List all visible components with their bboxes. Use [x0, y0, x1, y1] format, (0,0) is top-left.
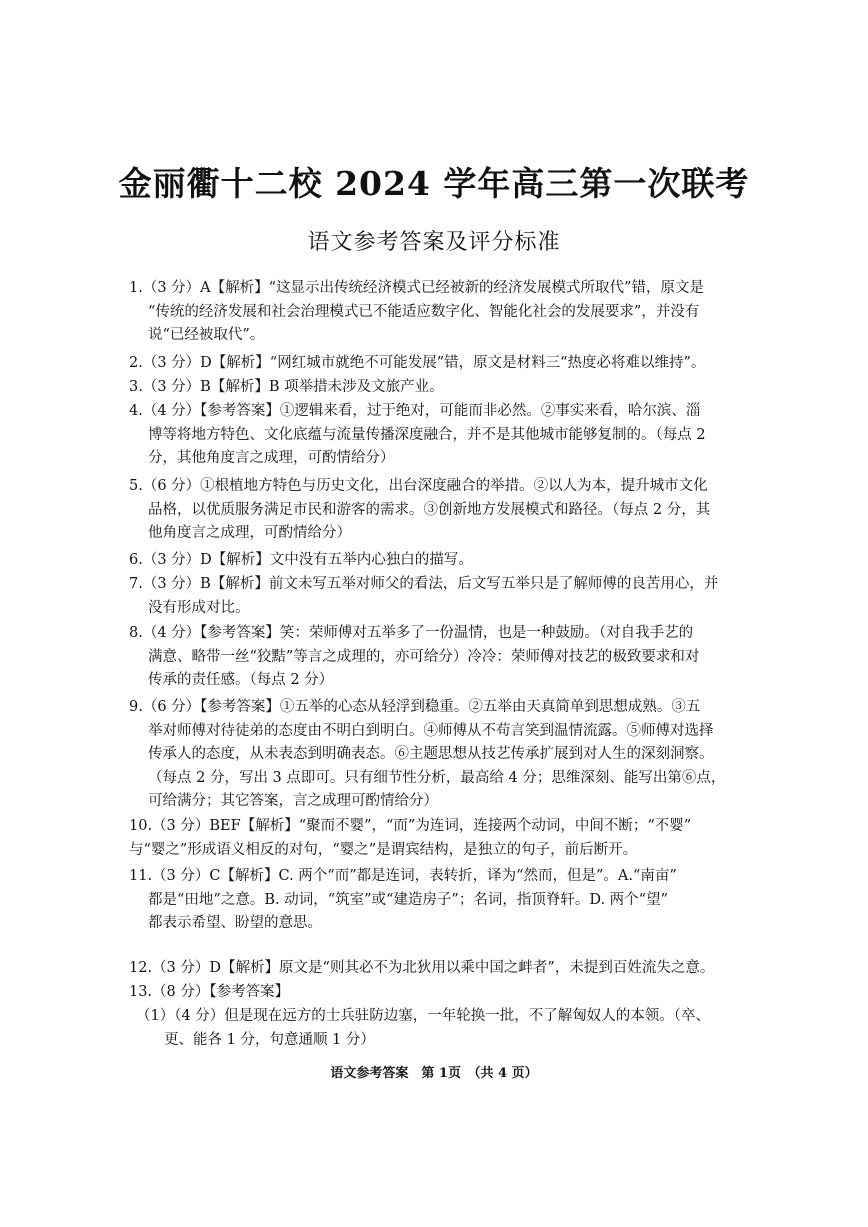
answer-line: 都是“田地”之意。B. 动词，“筑室”或“建造房子”；名词，指顶脊轩。D. 两个“望” — [148, 891, 669, 908]
answer-line: 1.（3 分）A【解析】“这显示出传统经济模式已经被新的经济发展模式所取代”错，原文是 — [129, 280, 704, 296]
page-footer: 语文参考答案 第 1页 （共 4 页） — [330, 1066, 538, 1081]
answer-line: 说“已经被取代”。 — [148, 327, 265, 344]
page-title: 金丽衢十二校 2024 学年高三第一次联考 — [118, 164, 750, 203]
answer-line: “传统的经济发展和社会治理模式已不能适应数字化、智能化社会的发展要求”，并没有 — [148, 303, 700, 320]
answer-line: 2.（3 分）D【解析】“网红城市就绝不可能发展”错，原文是材料三“热度必将难以维持”。 — [129, 355, 706, 371]
answer-line: （1）（4 分）但是现在远方的士兵驻防边塞，一年轮换一批，不了解匈奴人的本领。（卒、 — [136, 1008, 711, 1024]
answer-line: 满意、略带一丝“狡黠”等言之成理的，亦可给分）冷冷：荣师傅对技艺的极致要求和对 — [148, 648, 700, 665]
answer-line: 12.（3 分）D【解析】原文是“则其必不为北狄用以乘中国之衅者”，未提到百姓流失之意。 — [129, 960, 715, 976]
answer-line: 博等将地方特色、文化底蕴与流量传播深度融合，并不是其他城市能够复制的。（每点 2 — [148, 426, 706, 443]
answer-line: 9.（6 分）【参考答案】①五举的心态从轻浮到稳重。②五举由天真简单到思想成熟。③五 — [129, 699, 701, 715]
answer-line: 品格，以优质服务满足市民和游客的需求。③创新地方发展模式和路径。（每点 2 分，其 — [148, 501, 711, 518]
answer-line: 分，其他角度言之成理，可酌情给分） — [148, 450, 395, 467]
answer-line: 传承人的态度，从未表态到明确表态。⑥主题思想从技艺传承扩展到对人生的深刻洞察。 — [148, 746, 714, 763]
answer-line: 4.（4 分）【参考答案】①逻辑来看，过于绝对，可能而非必然。②事实来看，哈尔滨、淄 — [129, 403, 701, 419]
answer-line: 7.（3 分）B【解析】前文未写五举对师父的看法，后文写五举只是了解师傅的良苦用心，并 — [129, 576, 719, 592]
answer-line: 5.（6 分）①根植地方特色与历史文化，出台深度融合的举措。②以人为本，提升城市文化 — [129, 478, 708, 494]
answer-line: 与“婴之”形成语义相反的对句，“婴之”是谓宾结构，是独立的句子，前后断开。 — [129, 841, 638, 858]
answer-line: 11.（3 分）C【解析】C. 两个“而”都是连词，表转折，译为“然而，但是”。A.“南亩” — [129, 868, 677, 884]
page-subtitle: 语文参考答案及评分标准 — [307, 230, 561, 255]
answer-line: 举对师傅对待徒弟的态度由不明白到明白。④师傅从不苟言笑到温情流露。⑤师傅对选择 — [148, 722, 714, 739]
answer-line: 更、能各 1 分，句意通顺 1 分） — [164, 1031, 375, 1048]
answer-line: 可给满分；其它答案，言之成理可酌情给分） — [148, 793, 438, 810]
answer-line: 都表示希望、盼望的意思。 — [148, 915, 322, 932]
answer-line: 13.（8 分）【参考答案】 — [129, 984, 290, 1000]
answer-line: 6.（3 分）D【解析】文中没有五举内心独白的描写。 — [129, 552, 473, 568]
answer-line: （每点 2 分，写出 3 点即可。只有细节性分析，最高给 4 分；思维深刻、能写出第⑥点， — [148, 769, 726, 786]
answer-line: 没有形成对比。 — [148, 599, 250, 616]
answer-line: 10.（3 分）BEF【解析】“聚而不婴”，“而”为连词，连接两个动词，中间不断；“不婴” — [129, 818, 692, 834]
answer-line: 8.（4 分）【参考答案】笑：荣师傅对五举多了一份温情，也是一种鼓励。（对自我手艺的 — [129, 625, 694, 641]
answer-line: 他角度言之成理，可酌情给分） — [148, 525, 351, 542]
answer-line: 传承的责任感。（每点 2 分） — [148, 672, 334, 689]
answer-line: 3.（3 分）B【解析】B 项举措未涉及文旅产业。 — [129, 379, 444, 395]
